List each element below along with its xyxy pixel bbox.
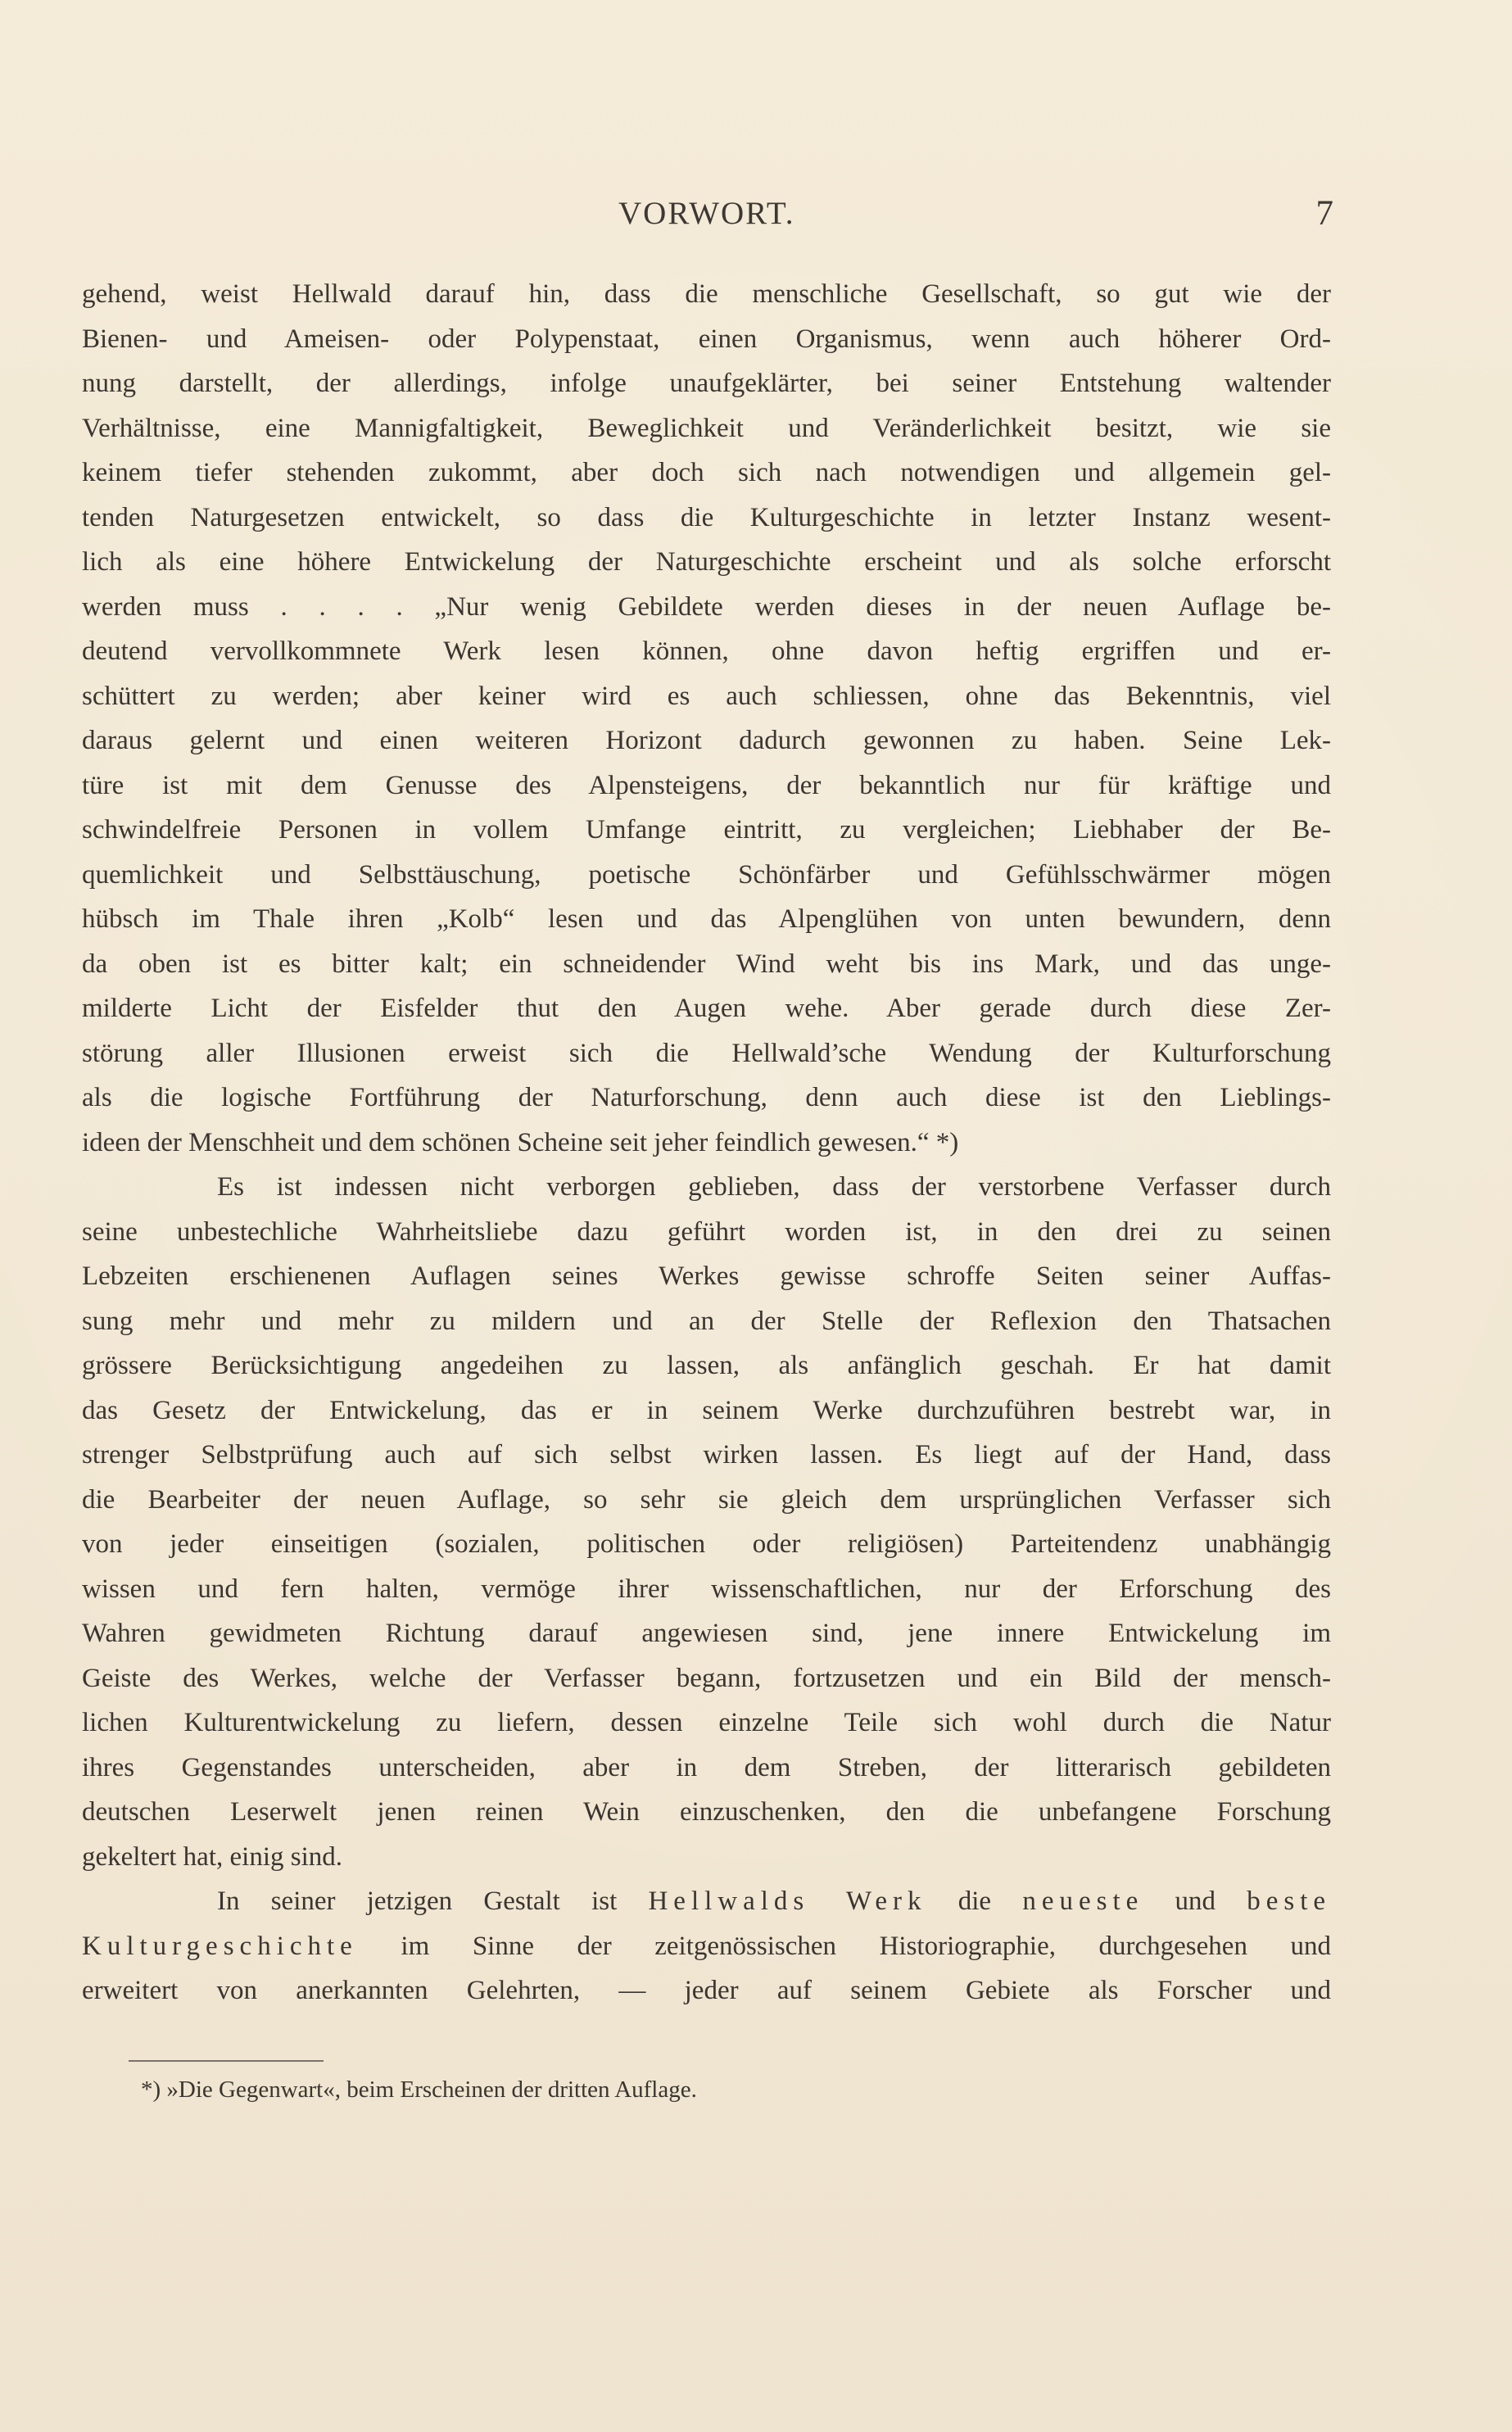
- body-text: [82, 272, 1331, 2013]
- text-line: wissen und fern halten, vermöge ihrer wissenschaftlichen, nur der Erforschung des: [82, 1574, 1331, 1604]
- text-line: gehend, weist Hellwald darauf hin, dass die menschliche Gesellschaft, so gut wie der: [82, 279, 1331, 309]
- text-line: hübsch im Thale ihren „Kolb“ lesen und das Alpenglühen von unten bewundern, denn: [82, 904, 1331, 934]
- text-segment: im Sinne der zeitgenössischen Historiographie, durchgesehen und: [401, 1931, 1332, 1961]
- text-line: die Bearbeiter der neuen Auflage, so sehr sie gleich dem ursprünglichen Verfasser sich: [82, 1484, 1331, 1515]
- page-header: [82, 195, 1333, 244]
- emphasized-text: Kulturgeschichte: [82, 1931, 358, 1961]
- text-line: strenger Selbstprüfung auch auf sich selbst wirken lassen. Es liegt auf der Hand, dass: [82, 1440, 1331, 1470]
- text-line: Verhältnisse, eine Mannigfaltigkeit, Beweglichkeit und Veränderlichkeit besitzt, wie sie: [82, 413, 1331, 443]
- text-line: schwindelfreie Personen in vollem Umfange eintritt, zu vergleichen; Liebhaber der Be-: [82, 815, 1331, 845]
- text-line: nung darstellt, der allerdings, infolge unaufgeklärter, bei seiner Entstehung waltender: [82, 369, 1331, 398]
- emphasized-text: Hellwalds Werk: [648, 1886, 927, 1916]
- paragraph-end-line: gekeltert hat, einig sind.: [82, 1841, 342, 1872]
- running-title: VORWORT.: [618, 196, 795, 231]
- emphasized-text: neueste: [1022, 1886, 1144, 1916]
- paragraph-start-line: [82, 1879, 1331, 1924]
- text-segment: die: [957, 1886, 992, 1916]
- text-line: das Gesetz der Entwickelung, das er in seinem Werke durchzuführen bestrebt war, in: [82, 1395, 1331, 1425]
- text-line: daraus gelernt und einen weiteren Horizont dadurch gewonnen zu haben. Seine Lek-: [82, 726, 1331, 755]
- text-line: lich als eine höhere Entwickelung der Naturgeschichte erscheint und als solche erforscht: [82, 547, 1331, 577]
- text-line: erweitert von anerkannten Gelehrten, — jeder auf seinem Gebiete als Forscher und: [82, 1976, 1331, 2005]
- text-line: türe ist mit dem Genusse des Alpensteigens, der bekanntlich nur für kräftige und: [82, 770, 1331, 800]
- footnote: *) »Die Gegenwart«, beim Erscheinen der dritten Auflage.: [141, 2076, 697, 2103]
- text-line: lichen Kulturentwickelung zu liefern, dessen einzelne Teile sich wohl durch die Natur: [82, 1708, 1331, 1737]
- paragraph-start-line: Es ist indessen nicht verborgen geblieben, dass der verstorbene Verfasser durch: [217, 1172, 1331, 1202]
- text-line: ihres Gegenstandes unterscheiden, aber in dem Streben, der litterarisch gebildeten: [82, 1752, 1331, 1782]
- page-number: 7: [1315, 194, 1333, 233]
- text-line: Geiste des Werkes, welche der Verfasser begann, fortzusetzen und ein Bild der mensch-: [82, 1663, 1331, 1693]
- text-line: Bienen- und Ameisen- oder Polypenstaat, einen Organismus, wenn auch höherer Ord-: [82, 324, 1331, 354]
- text-line: als die logische Fortführung der Naturforschung, denn auch diese ist den Lieblings-: [82, 1083, 1331, 1112]
- emphasized-text: beste: [1247, 1886, 1332, 1916]
- paragraph-end-line: ideen der Menschheit und dem schönen Scheine seit jeher feindlich gewesen.“ *): [82, 1127, 959, 1157]
- text-line: von jeder einseitigen (sozialen, politischen oder religiösen) Parteitendenz unabhängig: [82, 1529, 1331, 1559]
- text-line: störung aller Illusionen erweist sich die Hellwald’sche Wendung der Kulturforschung: [82, 1038, 1331, 1068]
- text-line: werden muss . . . . „Nur wenig Gebildete werden dieses in der neuen Auflage be-: [82, 591, 1331, 622]
- text-segment: In seiner jetzigen Gestalt ist: [217, 1886, 618, 1916]
- text-line: grössere Berücksichtigung angedeihen zu lassen, als anfänglich geschah. Er hat damit: [82, 1351, 1331, 1380]
- text-line: deutend vervollkommnete Werk lesen können, ohne davon heftig ergriffen und er-: [82, 636, 1331, 666]
- text-line: quemlichkeit und Selbsttäuschung, poetische Schönfärber und Gefühlsschwärmer mögen: [82, 859, 1331, 890]
- footnote-divider: [129, 2060, 324, 2062]
- text-line: schüttert zu werden; aber keiner wird es auch schliessen, ohne das Bekenntnis, viel: [82, 681, 1331, 711]
- text-segment: und: [1175, 1886, 1215, 1916]
- text-line: [82, 1924, 1331, 1969]
- text-line: tenden Naturgesetzen entwickelt, so dass die Kulturgeschichte in letzter Instanz wesent-: [82, 502, 1331, 532]
- text-line: milderte Licht der Eisfelder thut den Augen wehe. Aber gerade durch diese Zer-: [82, 994, 1331, 1023]
- text-line: seine unbestechliche Wahrheitsliebe dazu geführt worden ist, in den drei zu seinen: [82, 1216, 1331, 1247]
- text-line: keinem tiefer stehenden zukommt, aber doch sich nach notwendigen und allgemein gel-: [82, 458, 1331, 487]
- text-line: deutschen Leserwelt jenen reinen Wein einzuschenken, den die unbefangene Forschung: [82, 1797, 1331, 1827]
- text-line: Lebzeiten erschienenen Auflagen seines Werkes gewisse schroffe Seiten seiner Auffas-: [82, 1261, 1331, 1291]
- text-line: sung mehr und mehr zu mildern und an der Stelle der Reflexion den Thatsachen: [82, 1306, 1331, 1336]
- text-line: da oben ist es bitter kalt; ein schneidender Wind weht bis ins Mark, und das unge-: [82, 949, 1331, 979]
- text-line: Wahren gewidmeten Richtung darauf angewiesen sind, jene innere Entwickelung im: [82, 1619, 1331, 1648]
